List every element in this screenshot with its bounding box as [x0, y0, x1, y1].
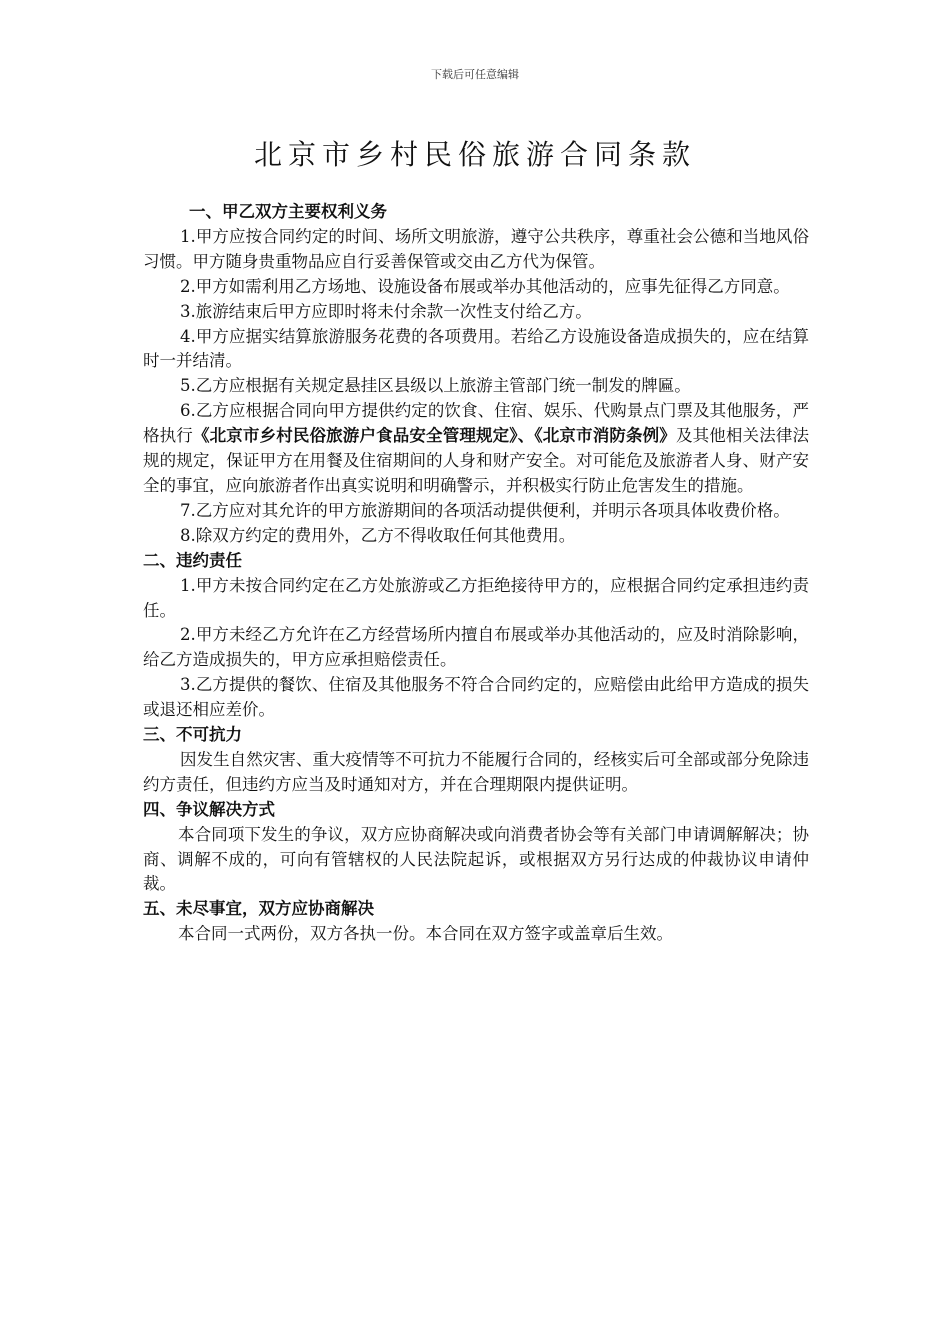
clause-1-4: 4.甲方应据实结算旅游服务花费的各项费用。若给乙方设施设备造成损失的，应在结算时一并结清。 — [143, 326, 809, 371]
clause-2-1: 1.甲方未按合同约定在乙方处旅游或乙方拒绝接待甲方的，应根据合同约定承担违约责任。 — [143, 575, 809, 620]
section-heading-rights: 一、甲乙双方主要权利义务 — [189, 202, 387, 221]
section-heading-dispute: 四、争议解决方式 — [143, 799, 275, 819]
clause-1-5: 5.乙方应根据有关规定悬挂区县级以上旅游主管部门统一制发的牌匾。 — [180, 376, 691, 396]
clause-1-3: 3.旅游结束后甲方应即时将未付余款一次性支付给乙方。 — [180, 301, 592, 321]
clause-1-2: 2.甲方如需利用乙方场地、设施设备布展或举办其他活动的，应事先征得乙方同意。 — [180, 276, 790, 296]
section-heading-liability: 二、违约责任 — [143, 550, 242, 570]
clause-5-1: 本合同一式两份，双方各执一份。本合同在双方签字或盖章后生效。 — [178, 924, 673, 944]
clause-2-3: 3.乙方提供的餐饮、住宿及其他服务不符合合同约定的，应赔偿由此给甲方造成的损失或退还相应差价。 — [143, 675, 809, 720]
clause-3-1: 因发生自然灾害、重大疫情等不可抗力不能履行合同的，经核实后可全部或部分免除违约方责任，但违约方应当及时通知对方，并在合理期限内提供证明。 — [143, 749, 809, 794]
clause-1-6-text-a: 6.乙方应根据合同向甲方提供约定的饮食、住宿、娱乐、代购景点门票及其他服务，严格执行 — [143, 401, 809, 446]
clause-2-2: 2.甲方未经乙方允许在乙方经营场所内擅自布展或举办其他活动的，应及时消除影响，给乙方造成损失的，甲方应承担赔偿责任。 — [143, 625, 809, 670]
clause-1-6-regulations: 《北京市乡村民俗旅游户食品安全管理规定》、《北京市消防条例》 — [192, 426, 676, 446]
clause-1-8: 8.除双方约定的费用外，乙方不得收取任何其他费用。 — [180, 525, 576, 545]
clause-1-7: 7.乙方应对其允许的甲方旅游期间的各项活动提供便利，并明示各项具体收费价格。 — [180, 500, 790, 520]
header-note: 下载后可任意编辑 — [431, 68, 519, 81]
clause-4-1: 本合同项下发生的争议，双方应协商解决或向消费者协会等有关部门申请调解解决；协商、调解不成的，可向有管辖权的人民法院起诉，或根据双方另行达成的仲裁协议申请仲裁。 — [143, 824, 809, 894]
clause-1-6-text-b: 及其他相关法律法规的规定，保证甲方在用餐及住宿期间的人身和财产安全。对可能危及旅游者人身、财产安全的事宜，应向旅游者作出真实说明和明确警示，并积极实行防止危害发生的措施。 — [143, 426, 810, 495]
section-heading-force-majeure: 三、不可抗力 — [143, 725, 242, 745]
clause-1-6 — [143, 399, 809, 499]
document-title: 北京市乡村民俗旅游合同条款 — [253, 138, 696, 171]
section-heading-other: 五、未尽事宜，双方应协商解决 — [143, 899, 374, 919]
document-body — [143, 200, 809, 947]
clause-1-1: 1.甲方应按合同约定的时间、场所文明旅游，遵守公共秩序，尊重社会公德和当地风俗习惯。甲方随身贵重物品应自行妥善保管或交由乙方代为保管。 — [143, 226, 809, 271]
